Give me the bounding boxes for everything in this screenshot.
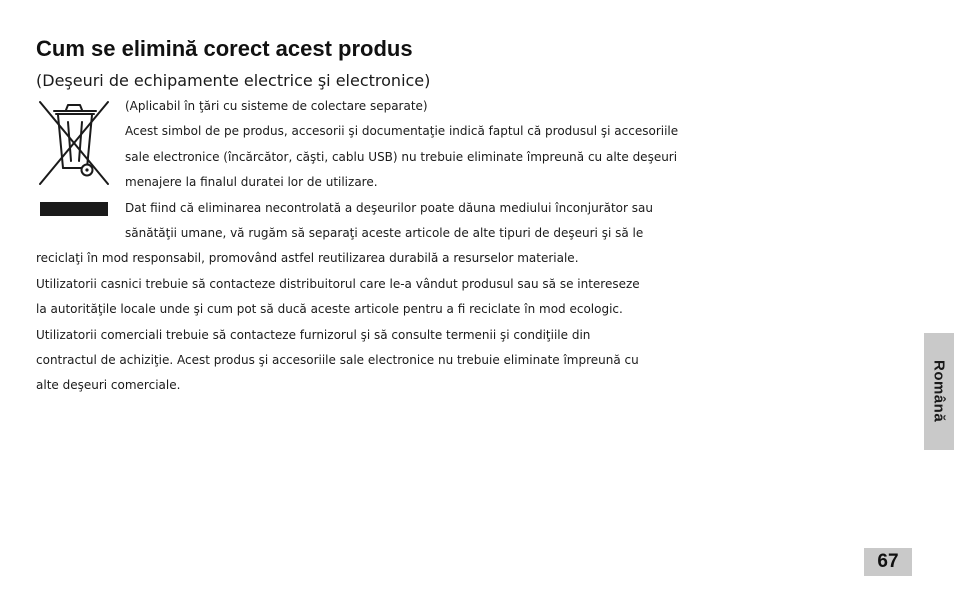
body-text — [0, 94, 954, 399]
body-line: Utilizatorii comerciali trebuie să contacteze furnizorul şi să consulte termenii şi condiţiile din — [36, 327, 591, 342]
body-line: sale electronice (încărcător, căşti, cablu USB) nu trebuie eliminate împreună cu alte deşeuri — [125, 149, 678, 164]
body-line: reciclaţi în mod responsabil, promovând astfel reutilizarea durabilă a resurselor materiale. — [36, 251, 579, 266]
body-line: menajere la finalul duratei lor de utilizare. — [125, 175, 378, 190]
language-tab-label: Română — [930, 360, 948, 423]
section-subtitle: (Deşeuri de echipamente electrice şi electronice) — [36, 71, 431, 90]
body-line: contractul de achiziţie. Acest produs şi accesoriile sale electronice nu trebuie eliminate împreună cu — [36, 352, 639, 367]
body-line: sănătăţii umane, vă rugăm să separaţi aceste articole de alte tipuri de deşeuri şi să le — [125, 225, 644, 240]
body-line: (Aplicabil în ţări cu sisteme de colectare separate) — [125, 99, 428, 113]
page-title: Cum se elimină corect acest produs — [36, 36, 413, 61]
language-tab — [924, 333, 954, 450]
body-line: alte deşeuri comerciale. — [36, 378, 181, 393]
body-line: Dat fiind că eliminarea necontrolată a deşeurilor poate dăuna mediului înconjurător sau — [125, 200, 653, 215]
body-line: la autorităţile locale unde şi cum pot să ducă aceste articole pentru a fi reciclate în mod ecologic. — [36, 302, 623, 317]
body-line: Utilizatorii casnici trebuie să contacteze distribuitorul care le-a vândut produsul sau să se intereseze — [36, 276, 640, 291]
page-number: 67 — [864, 548, 912, 576]
body-line: Acest simbol de pe produs, accesorii şi documentaţie indică faptul că produsul şi accesoriile — [125, 124, 679, 139]
